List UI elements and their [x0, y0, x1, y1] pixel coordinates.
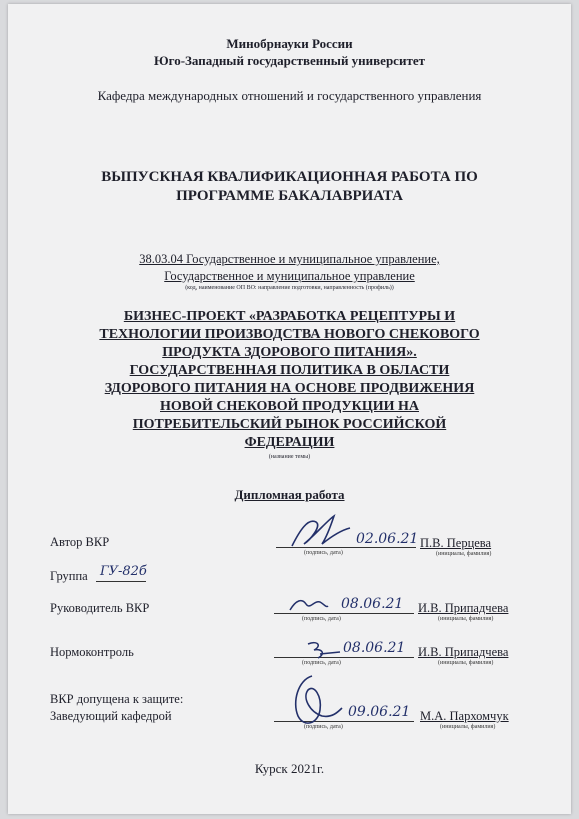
- admission-label: ВКР допущена к защите:: [50, 692, 184, 706]
- supervisor-name-caption: (инициалы, фамилия): [438, 616, 494, 622]
- group-value: ГУ-82б: [100, 564, 147, 579]
- topic-line: ПРОДУКТА ЗДОРОВОГО ПИТАНИЯ».: [162, 345, 417, 360]
- author-signature: [286, 510, 356, 554]
- topic-line: БИЗНЕС-ПРОЕКТ «РАЗРАБОТКА РЕЦЕПТУРЫ И: [123, 309, 456, 324]
- title-page: [8, 4, 571, 814]
- normcontrol-name: И.В. Припадчева: [418, 645, 509, 659]
- specialty-line-1: 38.03.04 Государственное и муниципальное управление,: [139, 252, 440, 266]
- group-line: [96, 581, 146, 582]
- author-date: 02.06.21: [356, 531, 419, 547]
- author-label: Автор ВКР: [50, 535, 110, 549]
- document-kind: Дипломная работа: [234, 487, 345, 502]
- supervisor-name: И.В. Припадчева: [418, 601, 509, 615]
- ministry-name: Минобрнауки России: [226, 36, 353, 51]
- work-type-title-line-1: ВЫПУСКНАЯ КВАЛИФИКАЦИОННАЯ РАБОТА ПО: [101, 169, 478, 185]
- supervisor-date: 08.06.21: [341, 596, 404, 612]
- author-name-caption: (инициалы, фамилия): [436, 551, 492, 557]
- topic-line: ФЕДЕРАЦИИ: [244, 435, 335, 450]
- topic-line: ГОСУДАРСТВЕННАЯ ПОЛИТИКА В ОБЛАСТИ: [129, 363, 450, 378]
- head-name-caption: (инициалы, фамилия): [440, 724, 496, 730]
- supervisor-signature: [286, 594, 330, 616]
- supervisor-sign-caption: (подпись, дата): [302, 616, 341, 622]
- normcontrol-signature-line: [274, 657, 414, 658]
- university-name: Юго-Западный государственный университет: [154, 53, 425, 68]
- topic-caption: (название темы): [268, 454, 311, 460]
- head-signature: [278, 672, 348, 732]
- topic-line: ПОТРЕБИТЕЛЬСКИЙ РЫНОК РОССИЙСКОЙ: [132, 417, 447, 432]
- city-year: Курск 2021г.: [254, 761, 325, 776]
- author-sign-caption: (подпись, дата): [304, 550, 343, 556]
- department-name: Кафедра международных отношений и государственного управления: [97, 88, 482, 103]
- specialty-caption: (код, наименование ОП ВО: направление подготовки, направленность (профиль)): [185, 285, 394, 291]
- normcontrol-name-caption: (инициалы, фамилия): [438, 660, 494, 666]
- head-name: М.А. Пархомчук: [420, 709, 509, 723]
- group-label: Группа: [50, 569, 88, 583]
- normcontrol-sign-caption: (подпись, дата): [302, 660, 341, 666]
- supervisor-label: Руководитель ВКР: [50, 601, 150, 615]
- specialty-line-2: Государственное и муниципальное управление: [164, 269, 415, 283]
- topic-line: ТЕХНОЛОГИИ ПРОИЗВОДСТВА НОВОГО СНЕКОВОГО: [99, 327, 480, 342]
- author-name: П.В. Перцева: [420, 536, 492, 550]
- normcontrol-date: 08.06.21: [343, 640, 406, 656]
- head-of-department-label: Заведующий кафедрой: [50, 709, 172, 723]
- topic-line: НОВОЙ СНЕКОВОЙ ПРОДУКЦИИ НА: [160, 399, 419, 414]
- head-sign-caption: (подпись, дата): [304, 724, 343, 730]
- head-date: 09.06.21: [348, 704, 411, 720]
- topic-line: ЗДОРОВОГО ПИТАНИЯ НА ОСНОВЕ ПРОДВИЖЕНИЯ: [104, 381, 475, 396]
- work-type-title-line-2: ПРОГРАММЕ БАКАЛАВРИАТА: [176, 188, 403, 204]
- normcontrol-label: Нормоконтроль: [50, 645, 134, 659]
- normcontrol-signature: [304, 638, 344, 660]
